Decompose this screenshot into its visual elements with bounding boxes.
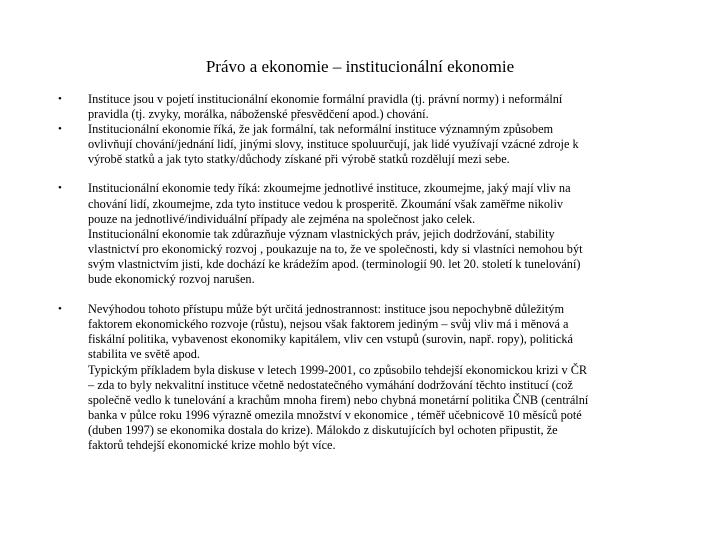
bullet-list bbox=[58, 92, 668, 453]
bullet-item bbox=[58, 181, 668, 287]
text-line: vlastnictví pro ekonomický rozvoj , poukazuje na to, že ve společnosti, kdy si vlastníci nemohou být bbox=[88, 241, 583, 256]
bullet-item bbox=[58, 302, 668, 453]
text-line: faktorem ekonomického rozvoje (růstu), nejsou však faktorem jediným – svůj vliv má i měnová a bbox=[88, 317, 569, 332]
bullet-text bbox=[88, 181, 668, 287]
bullet-text bbox=[88, 92, 668, 122]
bullet-dot-icon: • bbox=[58, 303, 62, 316]
text-line: (duben 1997) se ekonomika dostala do krize). Málokdo z diskutujících byl ochoten připustit, že bbox=[88, 422, 558, 437]
text-line: chování lidí, zkoumejme, zda tyto instituce vedou k prosperitě. Zkoumání však zaměřme nikoliv bbox=[88, 196, 564, 211]
text-line: pravidla (tj. zvyky, morálka, náboženské přesvědčení apod.) chování. bbox=[88, 107, 429, 122]
text-line: Typickým příkladem byla diskuse v letech 1999-2001, co způsobilo tehdejší ekonomickou krizi v ČR bbox=[88, 362, 588, 377]
text-line: výrobě statků a jak tyto statky/důchody získané při výrobě statků rozdělují mezi sebe. bbox=[88, 152, 510, 167]
text-line: Instituce jsou v pojetí institucionální ekonomie formální pravidla (tj. právní normy) i neformální bbox=[88, 92, 563, 106]
text-line: Institucionální ekonomie tedy říká: zkoumejme jednotlivé instituce, zkoumejme, jaký mají vliv na bbox=[88, 181, 571, 196]
bullet-dot-icon: • bbox=[58, 123, 62, 136]
text-line: Nevýhodou tohoto přístupu může být určitá jednostrannost: instituce jsou nepochybně důležitým bbox=[88, 302, 565, 317]
bullet-dot-icon: • bbox=[58, 93, 62, 105]
text-line: pouze na jednotlivé/individuální případy ale zejména na společnost jako celek. bbox=[88, 211, 476, 226]
text-line: banka v půlce roku 1996 výrazně omezila množství v ekonomice , téměř učebnicově 10 měsíců poté bbox=[88, 407, 582, 422]
bullet-text bbox=[88, 122, 668, 167]
bullet-item bbox=[58, 122, 668, 167]
text-line: ovlivňují chování/jednání lidí, jinými slovy, instituce spoluurčují, jak lidé využívají vzácné zdroje k bbox=[88, 137, 579, 152]
bullet-item bbox=[58, 92, 668, 122]
text-line: Institucionální ekonomie tak zdůrazňuje význam vlastnických práv, jejich dodržování, stability bbox=[88, 226, 555, 241]
text-line: Institucionální ekonomie říká, že jak formální, tak neformální instituce významným způsobem bbox=[88, 122, 554, 137]
text-line: faktorů tehdejší ekonomické krize mohlo být více. bbox=[88, 437, 336, 452]
text-line: svým vlastnictvím jisti, kde dochází ke krádežím apod. (terminologií 90. let 20. století k tunelování) bbox=[88, 256, 581, 271]
bullet-dot-icon: • bbox=[58, 182, 62, 195]
bullet-text bbox=[88, 302, 668, 453]
text-line: – zda to byly nekvalitní instituce včetně nedostatečného vymáhání dodržování těchto institucí (což bbox=[88, 377, 573, 392]
text-line: stabilita ve světě apod. bbox=[88, 347, 201, 362]
slide-title: Právo a ekonomie – institucionální ekonomie bbox=[205, 57, 515, 76]
text-line: bude ekonomický rozvoj narušen. bbox=[88, 272, 255, 287]
text-line: společně vedlo k tunelování a krachům mnoha firem) nebo chybná monetární politika ČNB (centrální bbox=[88, 392, 589, 407]
text-line: fiskální politika, vybavenost ekonomiky kapitálem, vliv cen vstupů (surovin, např. ropy), politická bbox=[88, 332, 573, 347]
